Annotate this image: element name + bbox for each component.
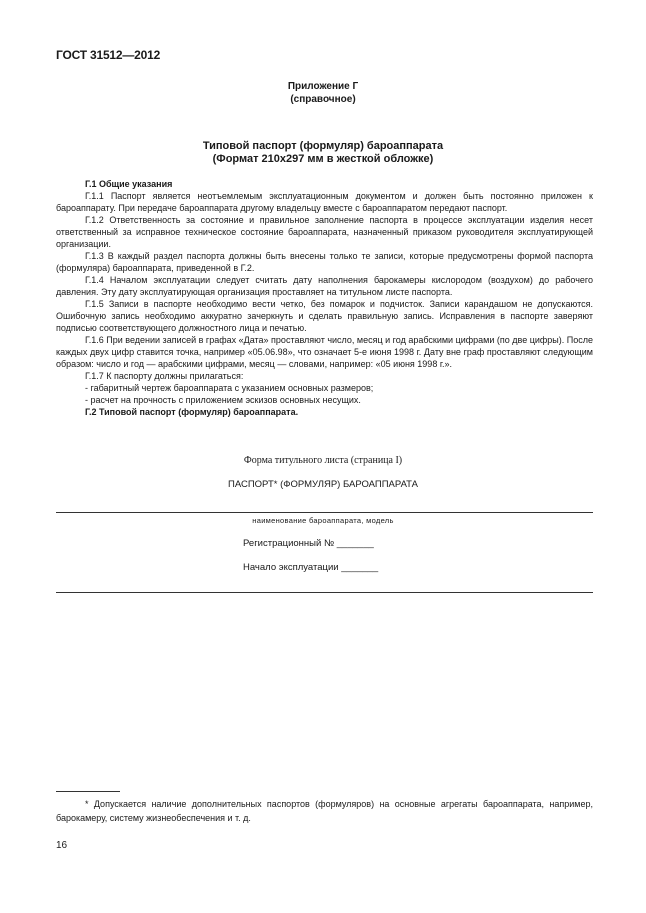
paragraph: Г.1.7 К паспорту должны прилагаться: [85,371,244,381]
standard-number: ГОСТ 31512—2012 [56,48,161,62]
paragraph: Г.1.2 Ответственность за состояние и правильное заполнение паспорта в процессе эксплуатации изделия несет ответственный за исправное техническое состояние бароаппарата, назначенный приказом руководителя эксплуатирующей организации. [56,215,593,249]
appendix-heading [0,80,646,106]
document-title-line2: (Формат 210х297 мм в жесткой обложке) [212,153,434,165]
form-bottom-rule [56,592,593,593]
form-title: ПАСПОРТ* (ФОРМУЛЯР) БАРОАППАРАТА [228,479,418,490]
operation-start-field: Начало эксплуатации _______ [243,562,379,573]
paragraph: Г.1.6 При ведении записей в графах «Дата» проставляют число, месяц и год арабскими цифрами (по две цифры). После каждых двух цифр ставится точка, например «05.06.98», что означает 5-е июня 1998 г. Дату вне граф проставляют следующим образом: число и год — арабскими цифрами, месяц — словами, например: «05 июня 1998 г.». [56,335,593,369]
form-caption: Форма титульного листа (страница I) [243,455,403,466]
paragraph: Г.1.5 Записи в паспорте необходимо вести четко, без помарок и подчисток. Записи карандашом не допускаются. Ошибочную запись необходимо аккуратно зачеркнуть и сделать правильную запись. Исправления в паспорте заверяют подписью соответствующего должностного лица и печатью. [56,299,593,333]
list-item: - расчет на прочность с приложением эскизов основных несущих. [85,395,361,405]
document-title [0,140,646,166]
footnote-separator [56,791,120,792]
list-item: - габаритный чертеж бароаппарата с указанием основных размеров; [85,383,374,393]
body-text [56,178,593,418]
section-heading: Г.2 Типовой паспорт (формуляр) бароаппарата. [85,407,299,417]
paragraph: Г.1.3 В каждый раздел паспорта должны быть внесены только те записи, которые предусмотрены формой паспорта (формуляра) бароаппарата, приведенной в Г.2. [56,251,593,273]
name-underline [56,512,593,513]
appendix-subtitle: (справочное) [290,94,356,105]
name-caption: наименование бароаппарата, модель [252,516,394,525]
page-number: 16 [56,840,68,851]
appendix-title: Приложение Г [287,81,359,92]
footnote [56,797,593,825]
registration-number-field: Регистрационный № _______ [243,538,374,549]
paragraph: Г.1.4 Началом эксплуатации следует считать дату наполнения барокамеры кислородом (воздухом) до рабочего давления. Эту дату эксплуатирующая организация проставляет на титульном листе паспорта. [56,275,593,297]
paragraph: Г.1.1 Паспорт является неотъемлемым эксплуатационным документом и должен быть постоянно приложен к бароаппарату. При передаче бароаппарата другому владельцу вместе с бароаппаратом передают паспорт. [56,191,593,213]
footnote-text: * Допускается наличие дополнительных паспортов (формуляров) на основные агрегаты бароаппарата, например, барокамеру, систему жизнеобеспечения и т. д. [56,799,593,823]
document-title-line1: Типовой паспорт (формуляр) бароаппарата [202,140,444,152]
section-heading: Г.1 Общие указания [85,179,173,189]
